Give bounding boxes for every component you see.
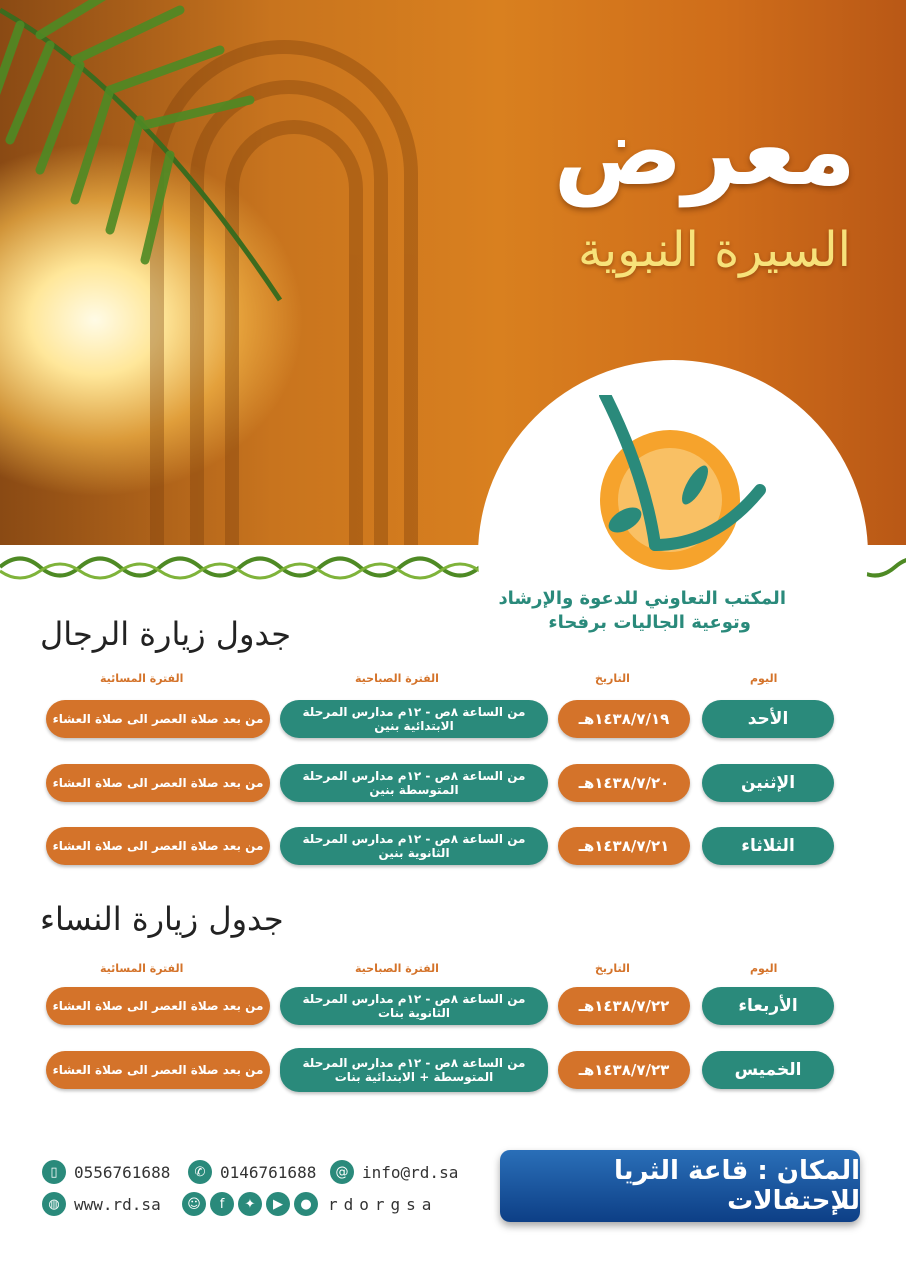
venue-banner: المكان : قاعة الثريا للإحتفالات: [500, 1150, 860, 1222]
header-evening: الفترة المسائية: [100, 672, 184, 685]
org-name-line2: وتوعية الجاليات برفحاء: [548, 612, 751, 633]
org-name-line1: المكتب التعاوني للدعوة والإرشاد: [498, 588, 786, 609]
day-cell: الأحد: [702, 700, 834, 738]
globe-icon: ◍: [42, 1192, 66, 1216]
morning-cell: من الساعة ٨ص - ١٢م مدارس المرحلة الثانوية بنات: [280, 987, 548, 1025]
contact-website: [42, 1192, 161, 1216]
morning-cell: من الساعة ٨ص - ١٢م مدارس المرحلة المتوسطة + الابتدائية بنات: [280, 1048, 548, 1092]
youtube-icon: ▶: [266, 1192, 290, 1216]
date-cell: ١٤٣٨/٧/٢١هـ: [558, 827, 690, 865]
poster-title: معرض: [553, 95, 856, 207]
header-day: اليوم: [750, 962, 778, 975]
mobile-icon: ▯: [42, 1160, 66, 1184]
date-cell: ١٤٣٨/٧/٢٣هـ: [558, 1051, 690, 1089]
twitter-icon: ✦: [238, 1192, 262, 1216]
phone-number: 0146761688: [220, 1162, 317, 1182]
women-schedule-title: جدول زيارة النساء: [40, 900, 284, 938]
day-cell: الإثنين: [702, 764, 834, 802]
website-url: www.rd.sa: [74, 1194, 161, 1214]
header-morning: الفترة الصباحية: [355, 672, 439, 685]
palm-leaf-icon: [0, 0, 300, 330]
flickr-icon: ●: [294, 1192, 318, 1216]
mobile-number: 0556761688: [74, 1162, 171, 1182]
day-cell: الأربعاء: [702, 987, 834, 1025]
evening-cell: من بعد صلاة العصر الى صلاة العشاء: [46, 700, 270, 738]
snapchat-icon: ☺: [182, 1192, 206, 1216]
header-evening: الفترة المسائية: [100, 962, 184, 975]
evening-cell: من بعد صلاة العصر الى صلاة العشاء: [46, 827, 270, 865]
header-date: التاريخ: [595, 962, 630, 975]
day-cell: الثلاثاء: [702, 827, 834, 865]
poster-subtitle: السيرة النبوية: [578, 222, 851, 278]
organization-logo-icon: [585, 395, 770, 570]
contact-phone: [188, 1160, 316, 1184]
evening-cell: من بعد صلاة العصر الى صلاة العشاء: [46, 764, 270, 802]
contact-social: [182, 1192, 437, 1216]
at-icon: @: [330, 1160, 354, 1184]
morning-cell: من الساعة ٨ص - ١٢م مدارس المرحلة المتوسطة بنين: [280, 764, 548, 802]
date-cell: ١٤٣٨/٧/١٩هـ: [558, 700, 690, 738]
men-schedule-title: جدول زيارة الرجال: [40, 615, 292, 653]
header-date: التاريخ: [595, 672, 630, 685]
contact-mobile: [42, 1160, 170, 1184]
date-cell: ١٤٣٨/٧/٢٢هـ: [558, 987, 690, 1025]
day-cell: الخميس: [702, 1051, 834, 1089]
ornament-border-left: [0, 545, 560, 585]
morning-cell: من الساعة ٨ص - ١٢م مدارس المرحلة الابتدائية بنين: [280, 700, 548, 738]
email-address: info@rd.sa: [362, 1162, 459, 1182]
header-day: اليوم: [750, 672, 778, 685]
phone-icon: ✆: [188, 1160, 212, 1184]
header-morning: الفترة الصباحية: [355, 962, 439, 975]
morning-cell: من الساعة ٨ص - ١٢م مدارس المرحلة الثانوية بنين: [280, 827, 548, 865]
date-cell: ١٤٣٨/٧/٢٠هـ: [558, 764, 690, 802]
evening-cell: من بعد صلاة العصر الى صلاة العشاء: [46, 987, 270, 1025]
evening-cell: من بعد صلاة العصر الى صلاة العشاء: [46, 1051, 270, 1089]
social-handle: rdorgsa: [328, 1194, 438, 1214]
facebook-icon: f: [210, 1192, 234, 1216]
contact-email: [330, 1160, 458, 1184]
